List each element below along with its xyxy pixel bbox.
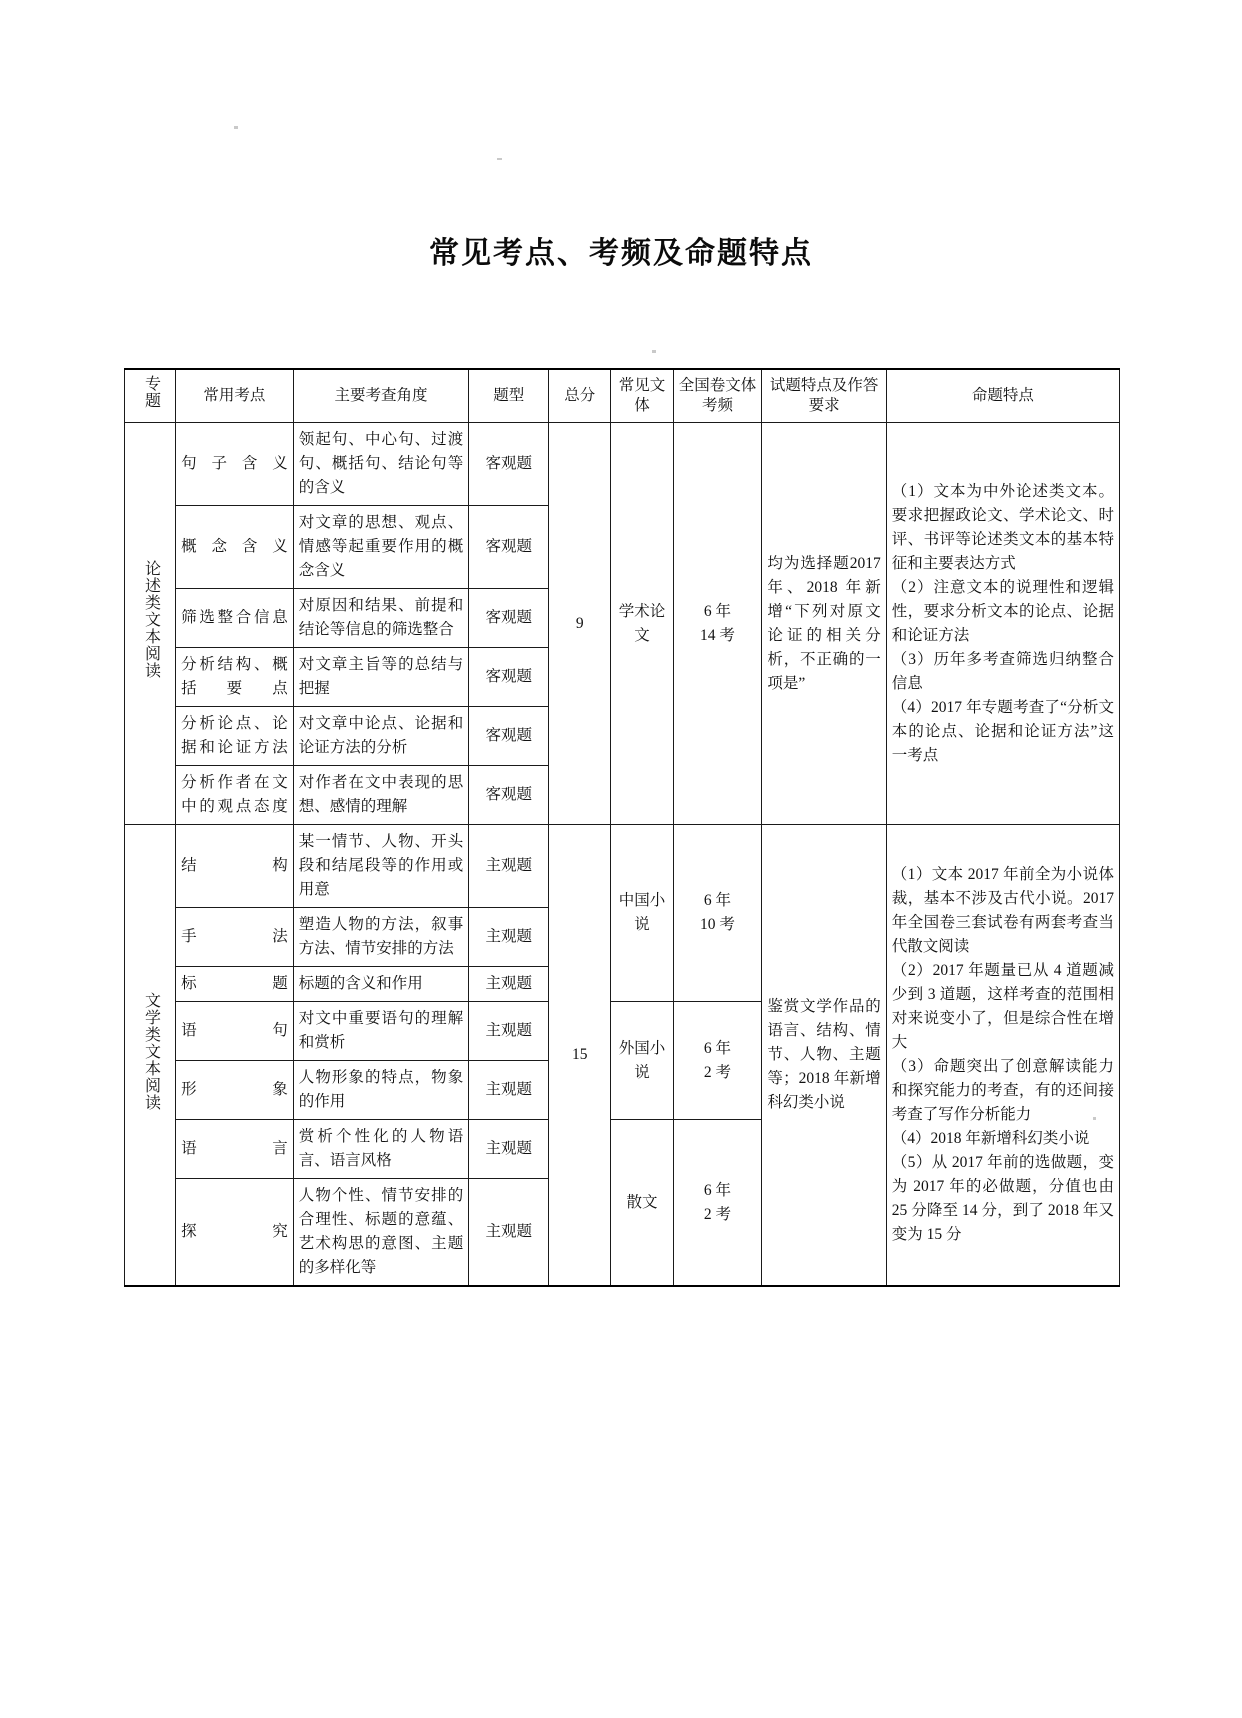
header-cell-angle: 主要考查角度 [293, 369, 468, 423]
cell-point: 标题 [176, 967, 294, 1002]
cell-point: 语言 [176, 1120, 294, 1179]
proposition-item: （2）注意文本的说理性和逻辑性，要求分析文本的论点、论据和论证方法 [891, 578, 1114, 644]
cell-proposition [886, 825, 1119, 1287]
cell-type: 客观题 [469, 506, 549, 589]
cell-frequency: 6 年 10 考 [673, 825, 762, 1002]
cell-score: 9 [549, 423, 611, 825]
proposition-item: （5）从 2017 年前的选做题，变为 2017 年的必做题，分值也由 25 分降至 14 分，到了 2018 年又变为 15 分 [891, 1154, 1114, 1244]
exam-points-table-wrap [124, 368, 1120, 1287]
cell-point: 分析论点、论据和论证方法 [176, 707, 294, 766]
scan-speck [652, 350, 656, 353]
cell-type: 主观题 [469, 1061, 549, 1120]
cell-type: 客观题 [469, 589, 549, 648]
proposition-item: （3）历年多考查筛选归纳整合信息 [891, 650, 1114, 692]
cell-point: 概念含义 [176, 506, 294, 589]
cell-type: 客观题 [469, 766, 549, 825]
cell-angle: 对文章主旨等的总结与把握 [293, 648, 468, 707]
cell-genre: 学术论文 [611, 423, 673, 825]
header-cell-genre: 常见文体 [611, 369, 673, 423]
section-topic-label: 文学类文本阅读 [125, 825, 176, 1287]
cell-angle: 领起句、中心句、过渡句、概括句、结论句等的含义 [293, 423, 468, 506]
cell-type: 主观题 [469, 1002, 549, 1061]
table-header-row [125, 369, 1120, 423]
table-row [125, 423, 1120, 506]
cell-angle: 对原因和结果、前提和结论等信息的筛选整合 [293, 589, 468, 648]
cell-genre: 外国小说 [611, 1002, 673, 1120]
page-title: 常见考点、考频及命题特点 [429, 236, 813, 271]
cell-point: 分析结构、概括要点 [176, 648, 294, 707]
cell-point: 形象 [176, 1061, 294, 1120]
cell-features: 鉴赏文学作品的语言、结构、情节、人物、主题等；2018 年新增科幻类小说 [762, 825, 886, 1287]
cell-type: 客观题 [469, 648, 549, 707]
section-topic-label: 论述类文本阅读 [125, 423, 176, 825]
proposition-item: （4）2017 年专题考查了“分析文本的论点、论据和论证方法”这一考点 [891, 698, 1114, 764]
cell-features: 均为选择题2017 年、2018 年新增“下列对原文论证的相关分析，不正确的一项是” [762, 423, 886, 825]
cell-type: 客观题 [469, 423, 549, 506]
header-cell-proposition: 命题特点 [886, 369, 1119, 423]
cell-point: 筛选整合信息 [176, 589, 294, 648]
cell-point: 结构 [176, 825, 294, 908]
header-cell-type: 题型 [469, 369, 549, 423]
cell-angle: 某一情节、人物、开头段和结尾段等的作用或用意 [293, 825, 468, 908]
scan-speck [497, 158, 502, 160]
table-row [125, 825, 1120, 908]
cell-angle: 对文章的思想、观点、情感等起重要作用的概念含义 [293, 506, 468, 589]
cell-score: 15 [549, 825, 611, 1287]
header-cell-topic: 专题 [125, 369, 176, 423]
cell-genre: 中国小说 [611, 825, 673, 1002]
cell-genre: 散文 [611, 1120, 673, 1287]
header-cell-point: 常用考点 [176, 369, 294, 423]
cell-point: 手法 [176, 908, 294, 967]
cell-angle: 对文章中论点、论据和论证方法的分析 [293, 707, 468, 766]
exam-points-table [124, 368, 1120, 1287]
cell-type: 主观题 [469, 1120, 549, 1179]
cell-angle: 赏析个性化的人物语言、语言风格 [293, 1120, 468, 1179]
cell-angle: 对文中重要语句的理解和赏析 [293, 1002, 468, 1061]
cell-frequency: 6 年 2 考 [673, 1120, 762, 1287]
proposition-item: （2）2017 年题量已从 4 道题减少到 3 道题，这样考查的范围相对来说变小了，但是综合性在增大 [891, 962, 1114, 1052]
header-cell-score: 总分 [549, 369, 611, 423]
cell-angle: 标题的含义和作用 [293, 967, 468, 1002]
cell-type: 主观题 [469, 825, 549, 908]
header-cell-features: 试题特点及作答要求 [762, 369, 886, 423]
cell-frequency: 6 年 14 考 [673, 423, 762, 825]
header-cell-frequency: 全国卷文体考频 [673, 369, 762, 423]
cell-type: 主观题 [469, 908, 549, 967]
cell-point: 语句 [176, 1002, 294, 1061]
cell-angle: 人物形象的特点，物象的作用 [293, 1061, 468, 1120]
cell-type: 客观题 [469, 707, 549, 766]
cell-point: 句子含义 [176, 423, 294, 506]
proposition-item: （3）命题突出了创意解读能力和探究能力的考查，有的还间接考查了写作分析能力 [891, 1058, 1114, 1124]
proposition-item: （1）文本为中外论述类文本。要求把握政论文、学术论文、时评、书评等论述类文本的基本特征和主要表达方式 [891, 482, 1114, 572]
proposition-item: （4）2018 年新增科幻类小说 [891, 1130, 1090, 1148]
cell-angle: 对作者在文中表现的思想、感情的理解 [293, 766, 468, 825]
cell-point: 分析作者在文中的观点态度 [176, 766, 294, 825]
cell-type: 主观题 [469, 967, 549, 1002]
cell-type: 主观题 [469, 1179, 549, 1287]
cell-angle: 人物个性、情节安排的合理性、标题的意蕴、艺术构思的意图、主题的多样化等 [293, 1179, 468, 1287]
cell-point: 探究 [176, 1179, 294, 1287]
cell-angle: 塑造人物的方法，叙事方法、情节安排的方法 [293, 908, 468, 967]
proposition-item: （1）文本 2017 年前全为小说体裁，基本不涉及古代小说。2017 年全国卷三套试卷有两套考查当代散文阅读 [891, 866, 1114, 956]
scan-speck [234, 126, 238, 129]
cell-frequency: 6 年 2 考 [673, 1002, 762, 1120]
cell-proposition [886, 423, 1119, 825]
